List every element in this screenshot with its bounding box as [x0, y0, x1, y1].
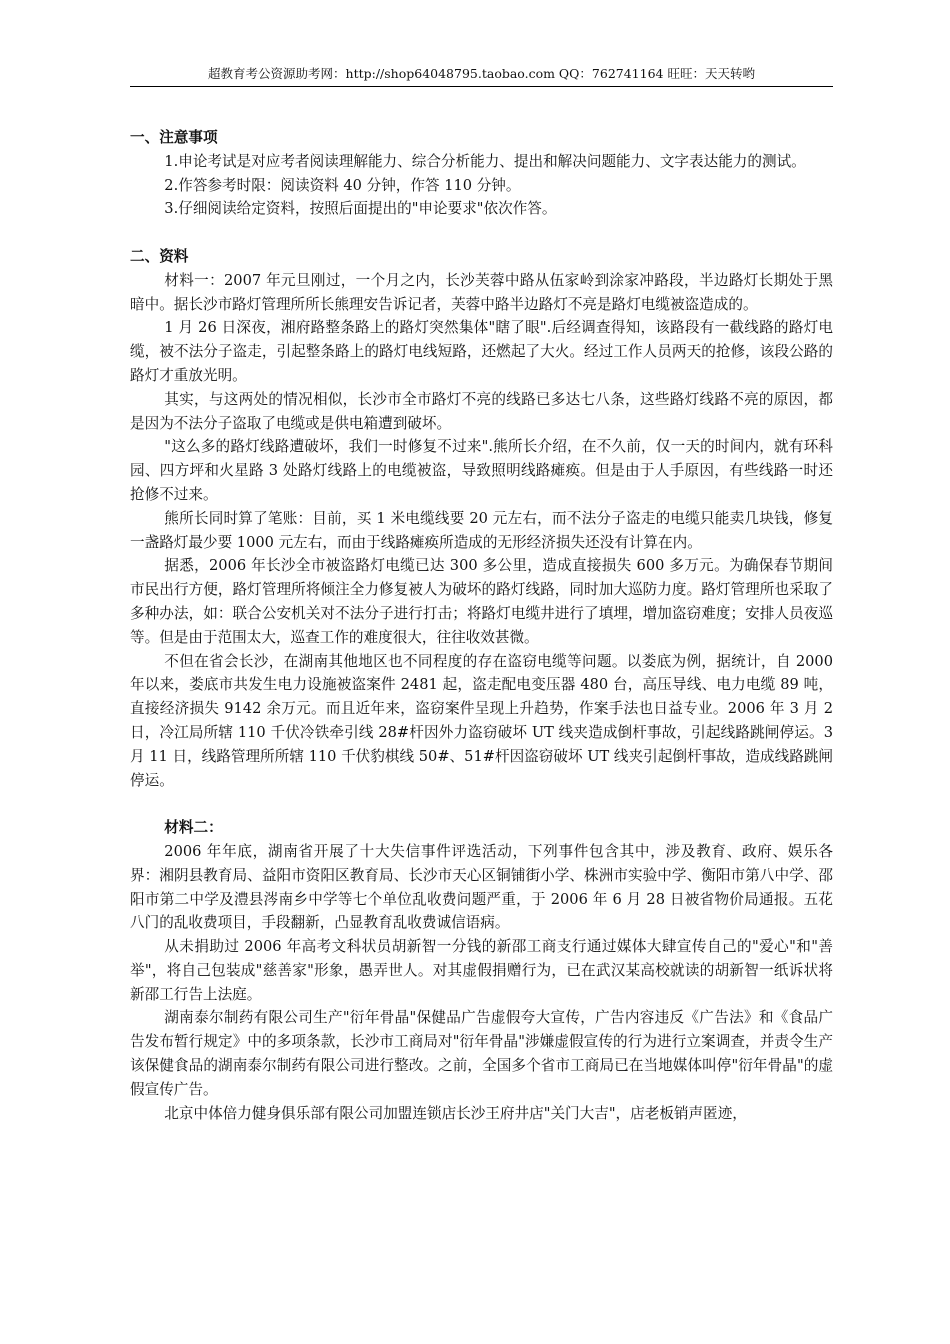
material1-paragraph-5: 熊所长同时算了笔账：目前，买 1 米电缆线要 20 元左右，而不法分子盗走的电缆只能卖几块钱，修复一盏路灯最少要 1000 元左右，而由于线路瘫痪所造成的无形经济损失还没有计算在内。 — [130, 509, 833, 551]
material1-paragraph-6: 据悉，2006 年长沙全市被盗路灯电缆已达 300 多公里，造成直接损失 600 多万元。为确保春节期间市民出行方便，路灯管理所将倾注全力修复被人为破坏的路灯线路，同时加大巡防力度。路灯管理所也采取了多种办法，如：联合公安机关对不法分子进行打击；将路灯电缆井进行了填埋，增加盗窃难度；安排人员夜巡等。但是由于范围太大，巡查工作的难度很大，往往收效甚微。 — [130, 557, 833, 646]
material2-paragraph-2: 从未捐助过 2006 年高考文科状员胡新智一分钱的新邵工商支行通过媒体大肆宣传自己的"爱心"和"善举"，将自己包装成"慈善家"形象，愚弄世人。对其虚假捐赠行为，已在武汉某高校就读的胡新智一纸诉状将新邵工行告上法庭。 — [130, 938, 833, 1003]
material1-paragraph-7: 不但在省会长沙，在湖南其他地区也不同程度的存在盗窃电缆等问题。以娄底为例，据统计，自 2000 年以来，娄底市共发生电力设施被盗案件 2481 起，盗走配电变压器 480 台，高压导线、电力电缆 89 吨，直接经济损失 9142 余万元。而且近年来，盗窃案件呈现上升趋势，作案手法也日益专业。2006 年 3 月 2 日，冷江局所辖 110 千伏冷铁牵引线 28#杆因外力盗窃破坏 UT 线夹造成倒杆事故，引起线路跳闸停运。3 月 11 日，线路管理所所辖 110 千伏豹棋线 50#、51#杆因盗窃破坏 UT 线夹引起倒杆事故，造成线路跳闸停运。 — [130, 652, 833, 789]
material2-paragraph-4: 北京中体倍力健身俱乐部有限公司加盟连锁店长沙王府井店"关门大吉"，店老板销声匿迹， — [164, 1104, 747, 1122]
page-header: 超教育考公资源助考网：http://shop64048795.taobao.com QQ：762741164 旺旺：天天转哟 — [130, 64, 833, 87]
spacer — [130, 221, 833, 245]
material2-paragraph-1: 2006 年年底，湖南省开展了十大失信事件评选活动，下列事件包含其中，涉及教育、政府、娱乐各界：湘阴县教育局、益阳市资阳区教育局、长沙市天心区铜铺街小学、株洲市实验中学、衡阳市第八中学、邵阳市第二中学及澧县涔南乡中学等七个单位乱收费问题严重，于 2006 年 6 月 28 日被省物价局通报。五花八门的乱收费项目，手段翻新，凸显教育乱收费诚信语病。 — [130, 842, 833, 932]
material1-paragraph-3: 其实，与这两处的情况相似，长沙市全市路灯不亮的线路已多达七八条，这些路灯线路不亮的原因，都是因为不法分子盗取了电缆或是供电箱遭到破坏。 — [130, 390, 833, 432]
material1-paragraph-2: 1 月 26 日深夜，湘府路整条路上的路灯突然集体"瞎了眼".后经调查得知，该路段有一截线路的路灯电缆，被不法分子盗走，引起整条路上的路灯电线短路，还燃起了大火。经过工作人员两天的抢修，该段公路的路灯才重放光明。 — [130, 319, 833, 384]
section-title-materials: 二、资料 — [130, 247, 189, 265]
material1-paragraph-4: "这么多的路灯线路遭破坏，我们一时修复不过来".熊所长介绍，在不久前，仅一天的时间内，就有环科园、四方坪和火星路 3 处路灯线路上的电缆被盗，导致照明线路瘫痪。但是由于人手原因，有些线路一时还抢修不过来。 — [130, 438, 833, 503]
notes-item-3: 3.仔细阅读给定资料，按照后面提出的"申论要求"依次作答。 — [164, 200, 557, 218]
notes-item-1: 1.申论考试是对应考者阅读理解能力、综合分析能力、提出和解决问题能力、文字表达能力的测试。 — [164, 152, 806, 170]
spacer — [130, 792, 833, 816]
section-title-notes: 一、注意事项 — [130, 129, 218, 146]
notes-item-2: 2.作答参考时限：阅读资料 40 分钟，作答 110 分钟。 — [164, 176, 521, 194]
material2-title: 材料二： — [164, 819, 223, 837]
material1-paragraph-1: 材料一：2007 年元旦刚过，一个月之内，长沙芙蓉中路从伍家岭到涂家冲路段，半边路灯长期处于黑暗中。据长沙市路灯管理所所长熊理安告诉记者，芙蓉中路半边路灯不亮是路灯电缆被盗造成的。 — [130, 271, 833, 313]
material2-paragraph-3: 湖南泰尔制药有限公司生产"衍年骨晶"保健品广告虚假夸大宣传，广告内容违反《广告法》和《食品广告发布暂行规定》中的多项条款，长沙市工商局对"衍年骨晶"涉嫌虚假宣传的行为进行立案调查，并责令生产该保健食品的湖南泰尔制药有限公司进行整改。之前，全国多个省市工商局已在当地媒体叫停"衍年骨晶"的虚假宣传广告。 — [130, 1009, 833, 1098]
document-body — [130, 126, 833, 1125]
